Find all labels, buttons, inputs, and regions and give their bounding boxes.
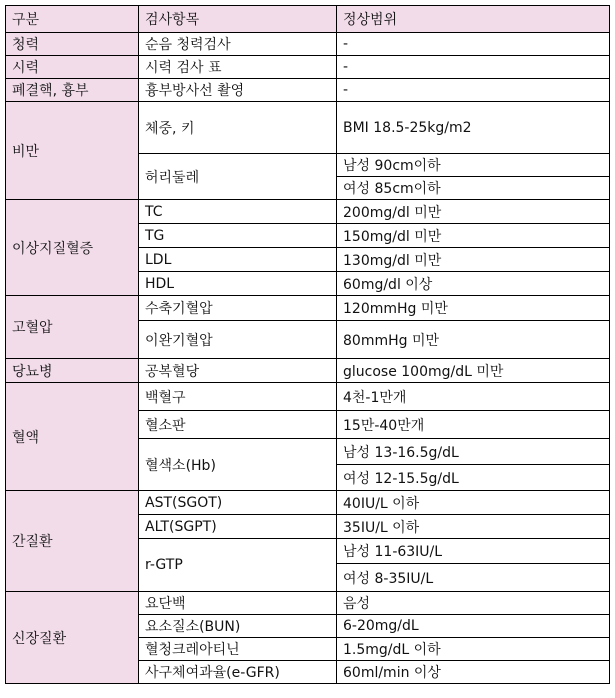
table-row xyxy=(6,102,610,154)
table-row xyxy=(6,33,610,56)
range-cell: 60mg/dl 이상 xyxy=(337,272,610,296)
range-cell: 여성 12-15.5g/dL xyxy=(337,465,610,491)
test-item-cell: 요소질소(BUN) xyxy=(139,615,337,638)
range-cell: - xyxy=(337,33,610,56)
test-item-cell: 순음 청력검사 xyxy=(139,33,337,56)
range-cell: 6-20mg/dL xyxy=(337,615,610,638)
test-item-cell: 사구체여과율(e-GFR) xyxy=(139,661,337,684)
test-item-cell: 흉부방사선 촬영 xyxy=(139,79,337,102)
test-item-cell: 허리둘레 xyxy=(139,154,337,200)
range-cell: 남성 90cm이하 xyxy=(337,154,610,177)
category-cell: 고혈압 xyxy=(6,296,139,359)
range-cell: 80mmHg 미만 xyxy=(337,321,610,359)
test-item-cell: 혈색소(Hb) xyxy=(139,439,337,491)
header-row xyxy=(6,6,610,33)
range-cell: - xyxy=(337,79,610,102)
category-cell: 당뇨병 xyxy=(6,359,139,383)
category-cell: 폐결핵, 흉부 xyxy=(6,79,139,102)
header-test-item: 검사항목 xyxy=(139,6,337,33)
test-item-cell: TG xyxy=(139,224,337,248)
range-cell: 200mg/dl 미만 xyxy=(337,200,610,224)
test-item-cell: 백혈구 xyxy=(139,383,337,411)
range-cell: glucose 100mg/dL 미만 xyxy=(337,359,610,383)
table-row xyxy=(6,592,610,615)
test-item-cell: 혈청크레아티닌 xyxy=(139,638,337,661)
test-item-cell: TC xyxy=(139,200,337,224)
range-cell: 4천-1만개 xyxy=(337,383,610,411)
range-cell: 남성 13-16.5g/dL xyxy=(337,439,610,465)
test-item-cell: 공복혈당 xyxy=(139,359,337,383)
range-cell: 남성 11-63IU/L xyxy=(337,539,610,564)
category-cell: 간질환 xyxy=(6,491,139,592)
range-cell: - xyxy=(337,56,610,79)
test-item-cell: 시력 검사 표 xyxy=(139,56,337,79)
range-cell: 여성 8-35IU/L xyxy=(337,564,610,592)
header-category: 구분 xyxy=(6,6,139,33)
table-row xyxy=(6,56,610,79)
test-item-cell: 이완기혈압 xyxy=(139,321,337,359)
table-row xyxy=(6,359,610,383)
category-cell: 신장질환 xyxy=(6,592,139,684)
category-cell: 시력 xyxy=(6,56,139,79)
range-cell: 음성 xyxy=(337,592,610,615)
range-cell: 여성 85cm이하 xyxy=(337,177,610,200)
header-normal-range: 정상범위 xyxy=(337,6,610,33)
test-item-cell: r-GTP xyxy=(139,539,337,592)
range-cell: 35IU/L 이하 xyxy=(337,515,610,539)
test-item-cell: LDL xyxy=(139,248,337,272)
category-cell: 비만 xyxy=(6,102,139,200)
range-cell: BMI 18.5-25kg/m2 xyxy=(337,102,610,154)
test-item-cell: 체중, 키 xyxy=(139,102,337,154)
category-cell: 혈액 xyxy=(6,383,139,491)
range-cell: 15만-40만개 xyxy=(337,411,610,439)
table-row xyxy=(6,491,610,515)
test-item-cell: 요단백 xyxy=(139,592,337,615)
test-item-cell: ALT(SGPT) xyxy=(139,515,337,539)
range-cell: 150mg/dl 미만 xyxy=(337,224,610,248)
range-cell: 120mmHg 미만 xyxy=(337,296,610,321)
table-row xyxy=(6,200,610,224)
table-row xyxy=(6,383,610,411)
table-row xyxy=(6,296,610,321)
test-item-cell: HDL xyxy=(139,272,337,296)
health-checkup-table xyxy=(5,5,610,684)
test-item-cell: 수축기혈압 xyxy=(139,296,337,321)
category-cell: 이상지질혈증 xyxy=(6,200,139,296)
category-cell: 청력 xyxy=(6,33,139,56)
range-cell: 130mg/dl 미만 xyxy=(337,248,610,272)
test-item-cell: 혈소판 xyxy=(139,411,337,439)
range-cell: 40IU/L 이하 xyxy=(337,491,610,515)
range-cell: 1.5mg/dL 이하 xyxy=(337,638,610,661)
test-item-cell: AST(SGOT) xyxy=(139,491,337,515)
range-cell: 60ml/min 이상 xyxy=(337,661,610,684)
table-row xyxy=(6,79,610,102)
